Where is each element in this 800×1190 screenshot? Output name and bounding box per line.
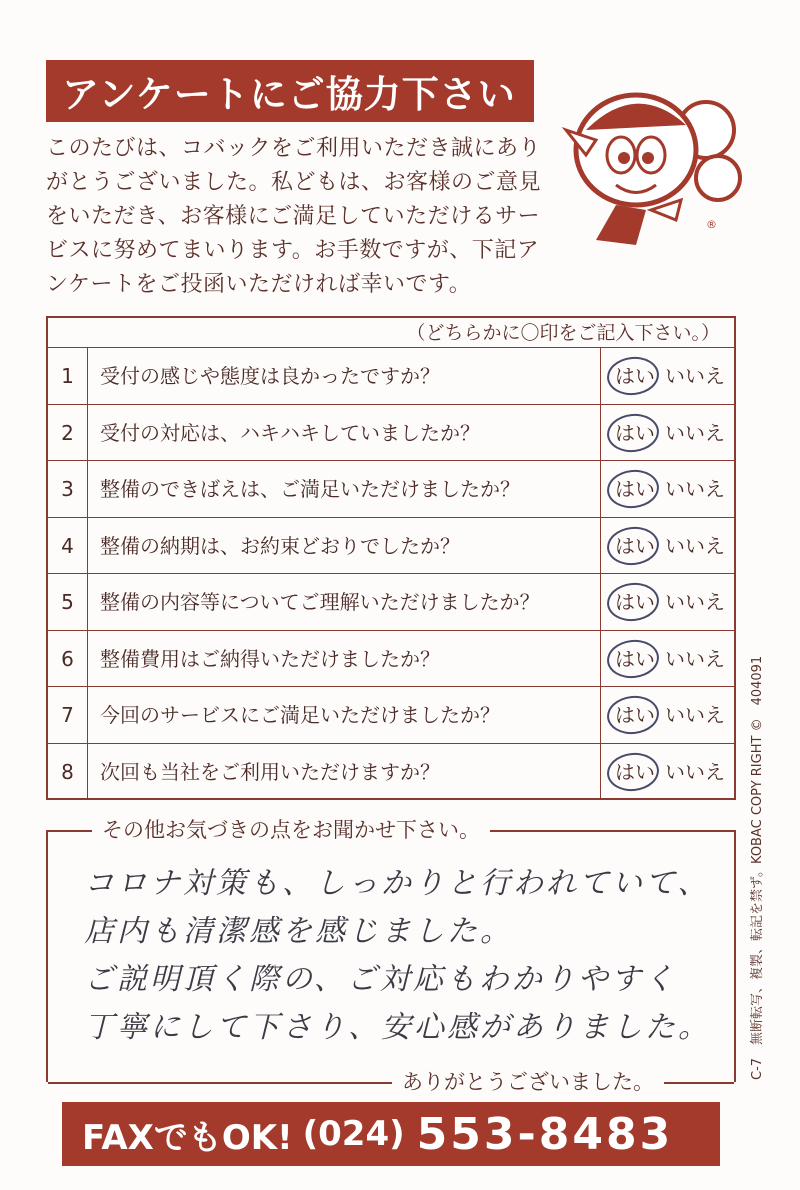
- handwritten-line: コロナ対策も、しっかりと行われていて、: [84, 866, 711, 901]
- question-number: 7: [48, 687, 88, 743]
- survey-instruction: （どちらかに〇印をご記入下さい。）: [48, 318, 734, 348]
- question-text: 受付の対応は、ハキハキしていましたか？: [100, 420, 480, 445]
- intro-line: ビスに努めてまいります。お手数ですが、下記ア: [46, 238, 540, 263]
- answer-no[interactable]: いいえ: [665, 420, 725, 445]
- fax-label: FAXでもOK!: [82, 1117, 293, 1158]
- answer-no[interactable]: いいえ: [665, 590, 725, 614]
- handwritten-comment[interactable]: [84, 860, 724, 1052]
- intro-line: がとうございました。私どもは、お客様のご意見: [46, 170, 542, 195]
- answer-no[interactable]: いいえ: [665, 703, 725, 727]
- survey-table: [46, 316, 736, 800]
- answer-yes[interactable]: はい: [615, 364, 655, 388]
- intro-line: をいただき、お客様にご満足していただけるサー: [46, 204, 541, 229]
- mascot-character-icon: [556, 70, 746, 260]
- answer-no[interactable]: いいえ: [665, 533, 725, 558]
- registered-mark: ®: [706, 218, 717, 231]
- question-text: 今回のサービスにご満足いただけましたか？: [100, 703, 500, 727]
- question-number: 4: [48, 518, 88, 574]
- question-number: 6: [48, 631, 88, 687]
- question-text: 整備費用はご納得いただけましたか？: [100, 646, 440, 671]
- question-number: 3: [48, 461, 88, 517]
- comments-box: [46, 818, 736, 1094]
- intro-line: このたびは、コバックをご利用いただき誠にあり: [46, 136, 542, 161]
- answer-no[interactable]: いいえ: [665, 646, 725, 671]
- answer-cell[interactable]: [600, 405, 736, 461]
- question-number: 1: [48, 348, 88, 404]
- answer-no[interactable]: いいえ: [665, 759, 725, 784]
- question-text: 次回も当社をご利用いただけますか？: [100, 759, 440, 784]
- answer-cell[interactable]: [600, 348, 736, 404]
- answer-yes[interactable]: はい: [615, 420, 655, 445]
- table-row: [48, 631, 734, 688]
- answer-cell[interactable]: [600, 687, 736, 743]
- question-number: 5: [48, 574, 88, 630]
- handwritten-line: 丁寧にして下さり、安心感がありました。: [84, 1010, 711, 1045]
- copyright-side-text: C-7 無断転写、複製、転記を禁ず。KOBAC COPY RIGHT © 404091: [750, 655, 765, 1080]
- table-row: [48, 461, 734, 518]
- fax-number: 553-8483: [416, 1108, 674, 1160]
- table-row: [48, 744, 734, 801]
- intro-line: ンケートをご投函いただければ幸いです。: [46, 272, 472, 297]
- question-number: 2: [48, 405, 88, 461]
- handwritten-line: ご説明頂く際の、ご対応もわかりやすく: [84, 962, 677, 997]
- answer-yes[interactable]: はい: [615, 477, 655, 501]
- page-title: アンケートにご協力下さい: [46, 60, 534, 122]
- intro-text: [46, 132, 566, 302]
- answer-yes[interactable]: はい: [615, 759, 655, 784]
- fax-area-code: (024): [302, 1114, 405, 1154]
- answer-cell[interactable]: [600, 461, 736, 517]
- answer-yes[interactable]: はい: [615, 646, 655, 671]
- comments-heading: その他お気づきの点をお聞かせ下さい。: [92, 816, 490, 844]
- table-row: [48, 574, 734, 631]
- table-row: [48, 518, 734, 575]
- table-row: [48, 405, 734, 462]
- fax-banner: [62, 1102, 720, 1166]
- answer-yes[interactable]: はい: [615, 533, 655, 558]
- answer-yes[interactable]: はい: [615, 590, 655, 614]
- thanks-text: ありがとうございました。: [392, 1068, 664, 1096]
- question-number: 8: [48, 744, 88, 801]
- answer-cell[interactable]: [600, 574, 736, 630]
- question-text: 受付の感じや態度は良かったですか？: [100, 364, 440, 388]
- question-text: 整備のできばえは、ご満足いただけましたか？: [100, 477, 520, 501]
- answer-no[interactable]: いいえ: [665, 364, 725, 388]
- answer-yes[interactable]: はい: [615, 703, 655, 727]
- answer-cell[interactable]: [600, 631, 736, 687]
- question-text: 整備の内容等についてご理解いただけましたか？: [100, 590, 540, 614]
- answer-no[interactable]: いいえ: [665, 477, 725, 501]
- table-row: [48, 348, 734, 405]
- question-text: 整備の納期は、お約束どおりでしたか？: [100, 533, 460, 558]
- answer-cell[interactable]: [600, 518, 736, 574]
- answer-cell[interactable]: [600, 744, 736, 801]
- handwritten-line: 店内も清潔感を感じました。: [84, 914, 513, 949]
- table-row: [48, 687, 734, 744]
